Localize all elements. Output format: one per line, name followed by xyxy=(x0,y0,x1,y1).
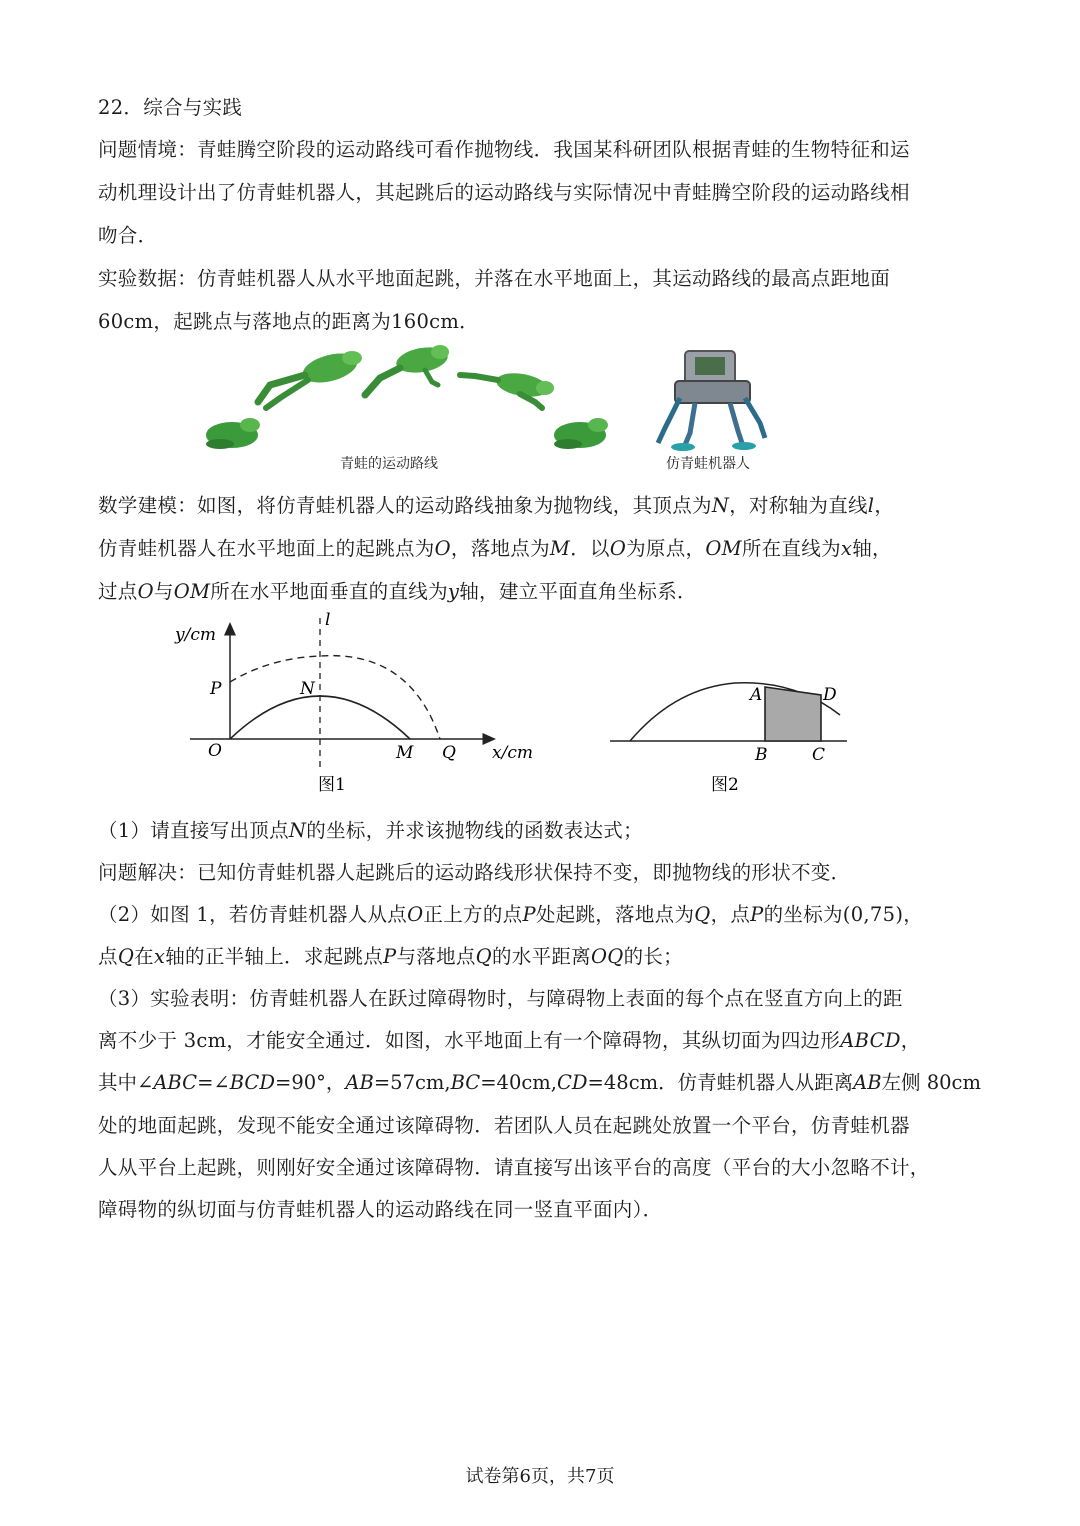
situation-line-3: 吻合． xyxy=(98,224,158,247)
fig1-P-label: P xyxy=(210,679,222,699)
fig1-caption: 图1 xyxy=(318,775,346,795)
part3-line-3: 其中∠ABC=∠BCD=90°，AB=57cm,BC=40cm,CD=48cm．仿青蛙机器人从距离AB左侧 80cm xyxy=(98,1071,981,1094)
page-footer: 试卷第6页，共7页 xyxy=(465,1466,615,1487)
fig2-caption: 图2 xyxy=(711,775,739,795)
part2-line-1: （2）如图 1，若仿青蛙机器人从点O正上方的点P处起跳，落地点为Q，点P的坐标为(0,75)， xyxy=(98,903,924,926)
fig1-M-label: M xyxy=(396,743,414,763)
modeling-line-2: 仿青蛙机器人在水平地面上的起跳点为O，落地点为M．以O为原点，OM所在直线为x轴， xyxy=(98,537,892,560)
fig2-obstacle xyxy=(765,687,821,741)
experiment-line-1: 实验数据：仿青蛙机器人从水平地面起跳，并落在水平地面上，其运动路线的最高点距地面 xyxy=(98,267,891,290)
situation-line-2: 动机理设计出了仿青蛙机器人，其起跳后的运动路线与实际情况中青蛙腾空阶段的运动路线相 xyxy=(98,181,910,204)
modeling-line-3: 过点O与OM所在水平地面垂直的直线为y轴，建立平面直角坐标系． xyxy=(98,580,697,603)
part3-line-6: 障碍物的纵切面与仿青蛙机器人的运动路线在同一竖直平面内）． xyxy=(98,1198,663,1221)
part3-line-1: （3）实验表明：仿青蛙机器人在跃过障碍物时，与障碍物上表面的每个点在竖直方向上的距 xyxy=(98,987,903,1010)
frog-jumping-2-icon xyxy=(365,344,450,395)
part3-line-4: 处的地面起跳，发现不能安全通过该障碍物．若团队人员在起跳处放置一个平台，仿青蛙机器 xyxy=(98,1114,910,1137)
caption-frog-path: 青蛙的运动路线 xyxy=(340,456,438,472)
fig1-ylabel: y/cm xyxy=(175,625,216,645)
figure-1 xyxy=(170,610,550,800)
fig1-xlabel: x/cm xyxy=(492,743,533,763)
frog-sitting-left-icon xyxy=(206,418,260,449)
fig2-C-label: C xyxy=(812,745,826,765)
fig1-N-label: N xyxy=(300,679,315,699)
question-title: 22．综合与实践 xyxy=(98,96,243,119)
robot-frog-illustration xyxy=(650,343,775,453)
situation-line-1: 问题情境：青蛙腾空阶段的运动路线可看作抛物线．我国某科研团队根据青蛙的生物特征和运 xyxy=(98,138,910,161)
experiment-line-2: 60cm，起跳点与落地点的距离为160cm． xyxy=(98,310,479,333)
fig1-O-label: O xyxy=(208,741,222,761)
figure-2 xyxy=(605,670,855,800)
modeling-line-1: 数学建模：如图，将仿青蛙机器人的运动路线抽象为抛物线，其顶点为N，对称轴为直线l， xyxy=(98,494,895,517)
fig2-B-label: B xyxy=(755,745,768,765)
part1-line: （1）请直接写出顶点N的坐标，并求该抛物线的函数表达式； xyxy=(98,819,643,842)
fig1-Q-label: Q xyxy=(442,743,456,763)
part3-line-2: 离不少于 3cm，才能安全通过．如图，水平地面上有一个障碍物，其纵切面为四边形ABCD， xyxy=(98,1029,921,1052)
fig2-A-label: A xyxy=(750,685,763,705)
solving-line: 问题解决：已知仿青蛙机器人起跳后的运动路线形状保持不变，即抛物线的形状不变． xyxy=(98,861,851,884)
frog-jump-illustration xyxy=(200,340,620,455)
frog-sitting-right-icon xyxy=(554,418,608,449)
part2-line-2: 点Q在x轴的正半轴上．求起跳点P与落地点Q的水平距离OQ的长； xyxy=(98,945,683,968)
fig2-D-label: D xyxy=(823,685,837,705)
part3-line-5: 人从平台上起跳，则刚好安全通过该障碍物．请直接写出该平台的高度（平台的大小忽略不计， xyxy=(98,1156,930,1179)
frog-jumping-3-icon xyxy=(460,370,554,408)
frog-jumping-1-icon xyxy=(258,348,362,408)
fig1-l-label: l xyxy=(325,610,331,630)
caption-robot: 仿青蛙机器人 xyxy=(666,456,750,472)
